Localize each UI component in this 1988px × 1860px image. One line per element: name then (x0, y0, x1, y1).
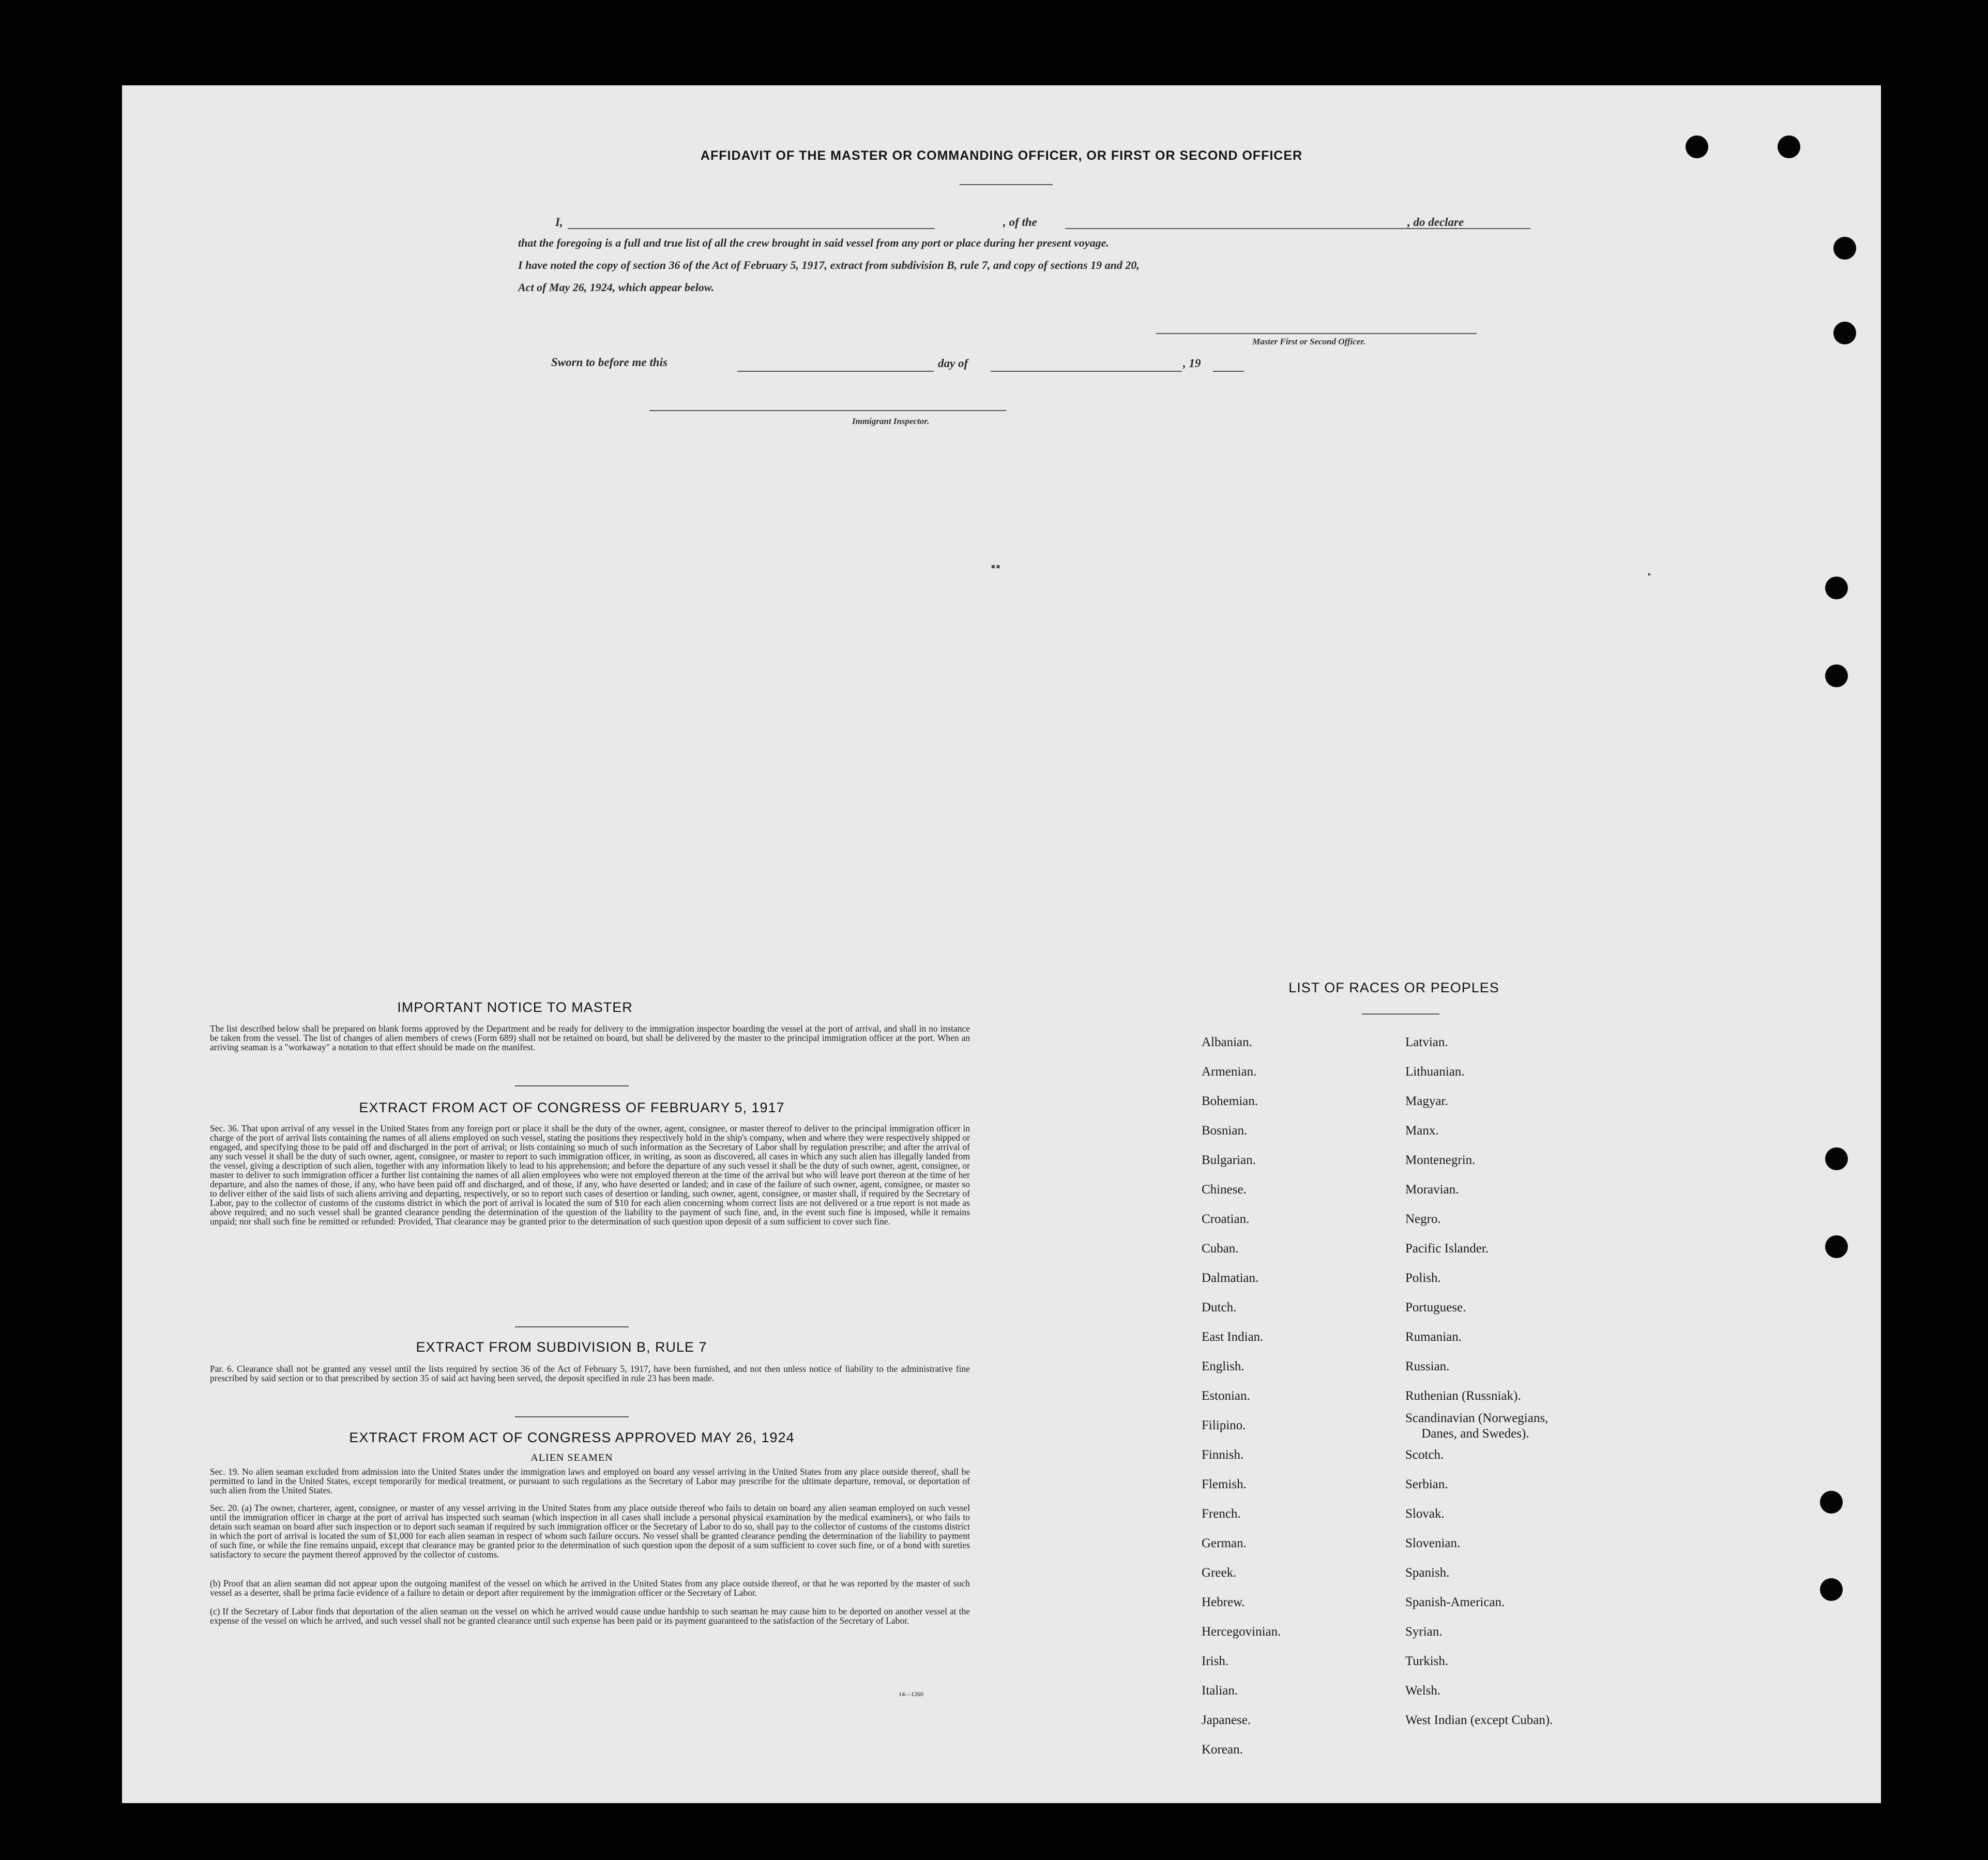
people-item: Moravian. (1405, 1183, 1459, 1197)
punch-hole (1825, 1235, 1848, 1258)
people-item: Hebrew. (1202, 1595, 1245, 1609)
people-item: Montenegrin. (1405, 1153, 1476, 1167)
people-item: French. (1202, 1507, 1241, 1521)
punch-hole (1820, 1578, 1843, 1601)
people-item: Dalmatian. (1202, 1271, 1259, 1285)
people-item: Dutch. (1202, 1301, 1237, 1314)
people-item: Russian. (1405, 1359, 1450, 1373)
peoples-left-column (1202, 1027, 1281, 1764)
sworn-day: day of (938, 357, 968, 370)
extract-1917-heading: EXTRACT FROM ACT OF CONGRESS OF FEBRUARY 5, 1917 (359, 1100, 785, 1115)
people-item: Portuguese. (1405, 1301, 1466, 1314)
people-item: Italian. (1202, 1684, 1238, 1698)
people-item: Albanian. (1202, 1035, 1252, 1049)
sworn-blank-1 (737, 371, 934, 372)
divider (515, 1085, 629, 1086)
people-item: Scotch. (1405, 1448, 1444, 1462)
scan-artifacts: ▪▪ (991, 561, 1001, 571)
punch-hole (1833, 322, 1856, 344)
peoples-right-column (1405, 1027, 1553, 1735)
title-underline (960, 184, 1053, 185)
document-page (122, 85, 1881, 1803)
people-item: Flemish. (1202, 1477, 1247, 1491)
people-item: Armenian. (1202, 1065, 1257, 1079)
sworn-prefix: Sworn to before me this (551, 356, 667, 369)
divider (515, 1326, 629, 1327)
people-item: Magyar. (1405, 1094, 1448, 1108)
people-item: Latvian. (1405, 1035, 1448, 1049)
people-item: Negro. (1405, 1212, 1441, 1226)
sworn-blank-2 (991, 371, 1182, 372)
people-item: Japanese. (1202, 1713, 1251, 1727)
affidavit-line-3: I have noted the copy of section 36 of the Act of February 5, 1917, extract from subdivision B, rule 7, and copy of sections 19 and 20, (518, 259, 1140, 271)
scan-artifacts: ▸ (1647, 569, 1652, 579)
alien-seamen-subheading: ALIEN SEAMEN (530, 1452, 613, 1463)
people-item: Bosnian. (1202, 1124, 1248, 1138)
people-item: Polish. (1405, 1271, 1441, 1285)
master-signature-label: Master First or Second Officer. (1252, 337, 1366, 346)
people-item: Spanish-American. (1405, 1595, 1505, 1609)
people-item: Filipino. (1202, 1418, 1246, 1432)
people-item: Ruthenian (Russniak). (1405, 1389, 1521, 1403)
people-item: German. (1202, 1536, 1247, 1550)
punch-hole (1825, 664, 1848, 687)
sec-20a-text: Sec. 20. (a) The owner, charterer, agent, consignee, or master of any vessel arriving in the United States from any place outside thereof who fails to detain on board any alien seaman employed on such vessel until the immigration officer in charge at the port of arrival has inspected such seaman (which inspection in all cases shall include a personal physical examination by the medical examiners), or who fails to detain such seaman on board after such inspection or to deport such seaman if required by such immigration officer or the Secretary of Labor to do so, shall pay to the collector of customs of the customs district in which the port of arrival is located the sum of $1,000 for each alien seaman in respect of whom such failure occurs. No vessel shall be granted clearance pending the determination of the liability to payment of such fine, or while the fine remains unpaid, except that clearance may be granted prior to the determination of such question upon the deposit of a sum sufficient to cover such fine, or of a bond with sureties satisfactory to secure the payment thereof approved by the collector of customs. (210, 1503, 970, 1560)
people-item: Turkish. (1405, 1654, 1449, 1668)
people-item: West Indian (except Cuban). (1405, 1713, 1553, 1727)
sec-20b-text: (b) Proof that an alien seaman did not appear upon the outgoing manifest of the vessel on which he arrived in the United States from any place outside thereof, or that he was reported by the master of such vessel as a deserter, shall be prima facie evidence of a failure to detain or deport after requirement by the immigration officer or the Secretary of Labor. (210, 1578, 970, 1598)
inspector-signature-line (649, 410, 1006, 411)
punch-hole (1820, 1491, 1843, 1514)
name-blank (568, 228, 935, 229)
people-item: Bulgarian. (1202, 1153, 1256, 1167)
people-item: Bohemian. (1202, 1094, 1258, 1108)
people-item: Estonian. (1202, 1389, 1250, 1403)
sworn-year: , 19 (1183, 357, 1201, 370)
affidavit-line-2: that the foregoing is a full and true list of all the crew brought in said vessel from any port or place during her present voyage. (518, 236, 1109, 249)
divider (1362, 1014, 1439, 1015)
people-item: English. (1202, 1359, 1245, 1373)
sec-19-text: Sec. 19. No alien seaman excluded from admission into the United States under the immigration laws and employed on board any vessel arriving in the United States from any place outside thereof, shall be permitted to land in the United States, except temporarily for medical treatment, or pursuant to such regulations as the Secretary of Labor may prescribe for the ultimate departure, removal, or deportation of such alien from the United States. (210, 1466, 970, 1495)
master-signature-line (1156, 333, 1477, 334)
sec-20c-text: (c) If the Secretary of Labor finds that deportation of the alien seaman on the vessel on which he arrived would cause undue hardship to such seaman he may cause him to be deported on another vessel at the expense of the vessel on which he arrived, and such vessel shall not be granted clearance until such expense has been paid or its payment guaranteed to the satisfaction of the Secretary of Labor. (210, 1606, 970, 1626)
people-item: East Indian. (1202, 1330, 1264, 1344)
people-item: Irish. (1202, 1654, 1229, 1668)
affidavit-of-the: , of the (1003, 216, 1037, 229)
people-item: Hercegovinian. (1202, 1625, 1281, 1639)
form-number: 14—1260 (899, 1690, 923, 1698)
people-item: Slovak. (1405, 1507, 1445, 1521)
affidavit-i: I, (555, 216, 563, 229)
people-item: Scandinavian (Norwegians, Danes, and Swedes). (1405, 1411, 1549, 1441)
inspector-label: Immigrant Inspector. (852, 416, 930, 426)
extract-1917-text: Sec. 36. That upon arrival of any vessel in the United States from any foreign port or place it shall be the duty of the owner, agent, consignee, or master thereof to deliver to the principal immigration officer in charge of the port of arrival lists containing the names of all aliens employed on such vessel, stating the positions they respectively hold in the ship's company, when and where they were respectively shipped or engaged, and specifying those to be paid off and discharged in the port of arrival; or lists containing so much of such information as the Secretary of Labor shall by regulation prescribe; and after the arrival of any such vessel it shall be the duty of such owner, agent, consignee, or master to report to such immigration officer, in writing, as soon as discovered, all cases in which any such alien has illegally landed from the vessel, giving a description of such alien, together with any information likely to lead to his apprehension; and before the departure of any such vessel it shall be the duty of such owner, agent, consignee, or master to deliver to such immigration officer a further list containing the names of all alien employees who were not employed thereon at the time of the arrival but who will leave port thereon at the time of her departure, and also the names of those, if any, who have been paid off and discharged, and of those, if any, who have deserted or landed; and in case of the failure of such owner, agent, consignee, or master so to deliver either of the said lists of such aliens arriving and departing, respectively, or so to report such cases of desertion or landing, such owner, agent, consignee, or master shall, if required by the Secretary of Labor, pay to the collector of customs of the customs district in which the port of arrival is located the sum of $10 for each alien concerning whom correct lists are not delivered or a true report is not made as above required; and no such vessel shall be granted clearance pending the determination of the question of the liability to the payment of such fine, and, in the event such fine is imposed, while it remains unpaid; nor shall such fine be remitted or refunded: Provided, That clearance may be granted prior to the determination of such question upon deposit of a sum sufficient to cover such fine. (210, 1123, 970, 1227)
punch-hole (1833, 237, 1856, 260)
affidavit-declare: , do declare (1407, 216, 1464, 229)
punch-hole (1825, 577, 1848, 599)
peoples-heading: LIST OF RACES OR PEOPLES (1288, 980, 1499, 995)
people-item: Serbian. (1405, 1477, 1448, 1491)
people-item: Finnish. (1202, 1448, 1244, 1462)
people-item: Greek. (1202, 1566, 1237, 1580)
rule-7-heading: EXTRACT FROM SUBDIVISION B, RULE 7 (416, 1339, 707, 1355)
people-item: Syrian. (1405, 1625, 1443, 1639)
affidavit-line-4: Act of May 26, 1924, which appear below. (518, 281, 715, 294)
people-item: Cuban. (1202, 1242, 1239, 1256)
extract-1924-heading: EXTRACT FROM ACT OF CONGRESS APPROVED MAY 26, 1924 (349, 1430, 795, 1445)
sworn-blank-3 (1213, 371, 1244, 372)
rule-7-text: Par. 6. Clearance shall not be granted any vessel until the lists required by section 36 of the Act of February 5, 1917, have been furnished, and not then unless notice of liability to the administrative fine prescribed by said section or to that prescribed by section 35 of said act having been served, the deposit specified in rule 23 has been made. (210, 1364, 970, 1383)
people-item: Chinese. (1202, 1183, 1247, 1197)
divider (515, 1416, 629, 1417)
punch-hole (1825, 1147, 1848, 1170)
people-item: Lithuanian. (1405, 1065, 1465, 1079)
notice-text: The list described below shall be prepared on blank forms approved by the Department and be ready for delivery to the immigration inspector boarding the vessel at the port of arrival, and shall in no instance be taken from the vessel. The list of changes of alien members of crews (Form 689) shall not be retained on board, but shall be delivered by the master to the principal immigration officer at the port. When an arriving seaman is a "workaway" a notation to that effect should be made on the manifest. (210, 1023, 970, 1052)
people-item: Manx. (1405, 1124, 1439, 1138)
people-item: Welsh. (1405, 1684, 1441, 1698)
people-item: Korean. (1202, 1743, 1243, 1757)
people-item: Rumanian. (1405, 1330, 1462, 1344)
people-item: Slovenian. (1405, 1536, 1461, 1550)
people-item: Pacific Islander. (1405, 1242, 1489, 1256)
people-item: Spanish. (1405, 1566, 1450, 1580)
notice-heading: IMPORTANT NOTICE TO MASTER (397, 1000, 633, 1015)
affidavit-title: AFFIDAVIT OF THE MASTER OR COMMANDING OFFICER, OR FIRST OR SECOND OFFICER (700, 148, 1303, 163)
people-item: Croatian. (1202, 1212, 1250, 1226)
